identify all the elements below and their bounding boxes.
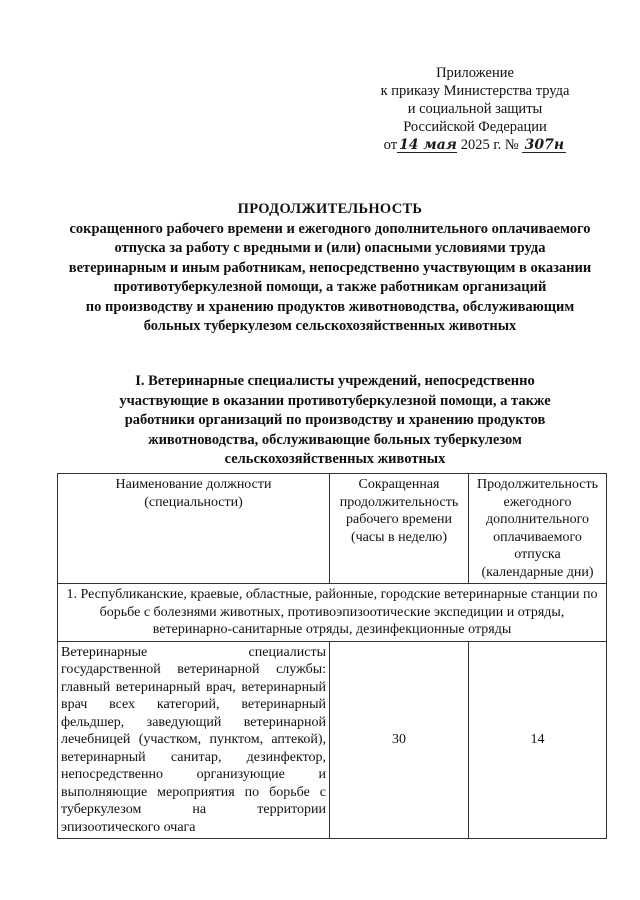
order-line — [360, 136, 590, 154]
appendix-line: к приказу Министерства труда — [380, 83, 570, 99]
table-header-row — [58, 474, 607, 584]
appendix-line: Российской Федерации — [403, 119, 547, 135]
header-position: Наименование должности (специальности) — [58, 474, 330, 584]
title-line: отпуска за работу с вредными и (или) опасными условиями труда — [114, 240, 546, 256]
title-line: противотуберкулезной помощи, а также работникам организаций — [113, 279, 547, 295]
title-main: ПРОДОЛЖИТЕЛЬНОСТЬ — [237, 201, 423, 217]
handwritten-number: 307н — [522, 138, 566, 153]
appendix-line: Приложение — [436, 65, 514, 81]
section-line: животноводства, обслуживающие больных туберкулезом — [148, 431, 522, 448]
hours-cell: 30 — [330, 641, 469, 839]
handwritten-date: 14 мая — [399, 137, 457, 153]
section-line: сельскохозяйственных животных — [224, 451, 446, 467]
order-prefix: от — [383, 137, 398, 153]
title-line: по производству и хранению продуктов животноводства, обслуживающим — [85, 298, 575, 315]
title-line: ветеринарным и иным работникам, непосредственно участвующим в оказании — [68, 259, 592, 276]
section-heading — [80, 372, 590, 470]
appendix-block — [360, 64, 590, 154]
header-hours: Сокращенная продолжительность рабочего времени (часы в неделю) — [330, 474, 469, 584]
order-year: 2025 г. — [460, 137, 502, 153]
order-number-label: № — [504, 137, 519, 153]
table-subheading-row — [58, 584, 607, 642]
position-cell: Ветеринарные специалисты государственной ветеринарной службы: главный ветеринарный врач, ветеринарный врач всех категорий, ветеринарный фельдшер, заведующий ветеринарной лечебницей (участком, пунктом, аптекой), ветеринарный санитар, дезинфектор, непосредственно организующие и выполняющие мероприятия по борьбе с туберкулезом на территории эпизоотического очага — [58, 641, 330, 839]
norms-table — [57, 473, 607, 839]
section-line: I. Ветеринарные специалисты учреждений, непосредственно — [135, 373, 535, 389]
leave-cell: 14 — [469, 641, 607, 839]
section-line: работники организаций по производству и хранению продуктов — [124, 412, 546, 428]
subheading-cell: 1. Республиканские, краевые, областные, районные, городские ветеринарные станции по борьбе с болезнями животных, противоэпизоотические экспедиции и отряды, ветеринарно-санитарные отряды, дезинфекционные отряды — [58, 584, 607, 642]
table-row — [58, 641, 607, 839]
title-line: больных туберкулезом сельскохозяйственных животных — [143, 318, 517, 334]
appendix-line: и социальной защиты — [407, 101, 543, 117]
document-title — [40, 200, 620, 337]
title-line: сокращенного рабочего времени и ежегодного дополнительного оплачиваемого — [69, 220, 591, 237]
section-line: участвующие в оказании противотуберкулезной помощи, а также — [119, 392, 551, 409]
header-leave: Продолжительность ежегодного дополнительного оплачиваемого отпуска (календарные дни) — [469, 474, 607, 584]
